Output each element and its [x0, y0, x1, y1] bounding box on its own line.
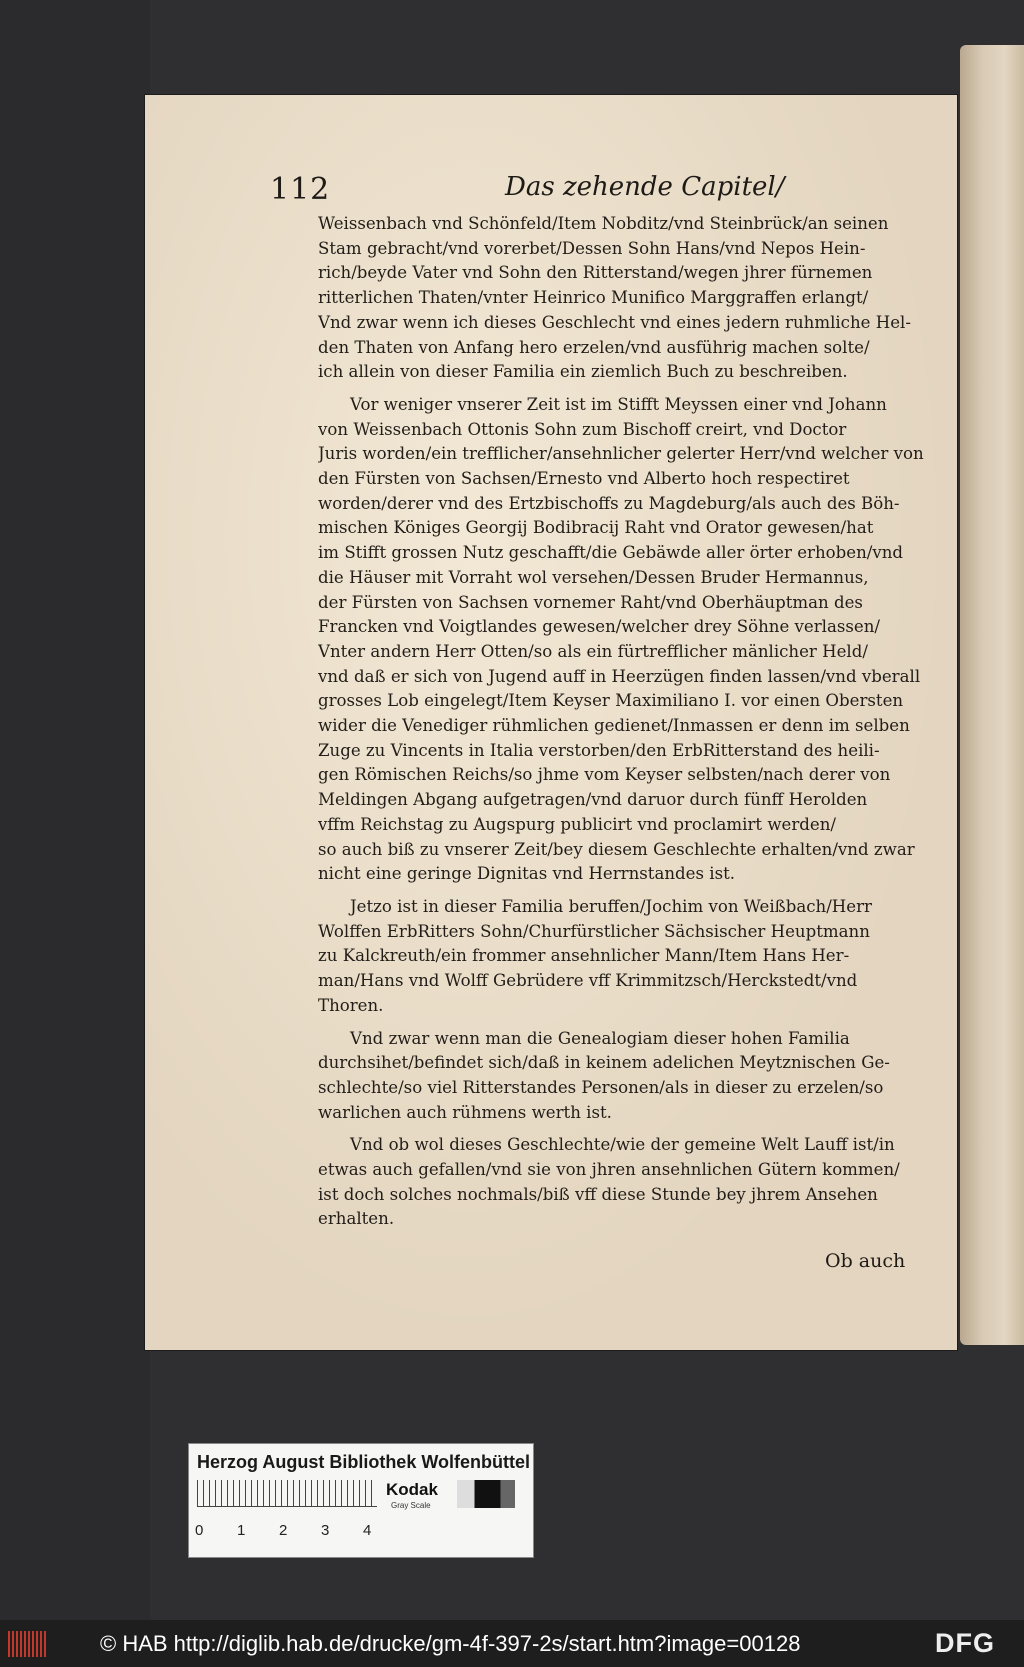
text-line: ist doch solches nochmals/biß vff diese Stunde bey jhrem Ansehen: [318, 1184, 878, 1204]
text-line: im Stifft grossen Nutz geschafft/die Gebäwde aller örter erhoben/vnd: [318, 543, 904, 563]
barcode-icon: [8, 1631, 48, 1657]
kodak-subtitle: Gray Scale: [391, 1501, 431, 1510]
running-head: Das zehende Capitel/: [505, 172, 785, 202]
text-line: Meldingen Abgang aufgetragen/vnd daruor durch fünff Herolden: [318, 790, 868, 810]
text-line: Wolffen ErbRitters Sohn/Churfürstlicher Sächsischer Heuptmann: [318, 921, 870, 941]
text-line: so auch biß zu vnserer Zeit/bey diesem Geschlechte erhalten/vnd zwar: [318, 839, 915, 859]
text-line: Juris worden/ein trefflicher/ansehnlicher gelerter Herr/vnd welcher von: [318, 444, 924, 464]
text-line: Weissenbach vnd Schönfeld/Item Nobditz/vnd Steinbrück/an seinen: [318, 214, 889, 233]
ruler-number: 2: [279, 1522, 288, 1539]
text-line: erhalten.: [318, 1209, 395, 1229]
gray-scale-patch: [457, 1480, 515, 1508]
text-line: etwas auch gefallen/vnd sie von jhren ansehnlichen Gütern kommen/: [318, 1160, 900, 1180]
text-line: die Häuser mit Vorraht wol versehen/Dessen Bruder Hermannus,: [318, 567, 869, 587]
text-line: Jetzo ist in dieser Familia beruffen/Jochim von Weißbach/Herr: [350, 896, 872, 916]
text-line: schlechte/so viel Ritterstandes Personen/als in dieser zu erzelen/so: [318, 1077, 884, 1097]
library-label-title: Herzog August Bibliothek Wolfenbüttel: [197, 1452, 530, 1472]
text-line: den Fürsten von Sachsen/Ernesto vnd Alberto hoch respectiret: [318, 469, 850, 489]
paragraph-gap: [318, 1125, 928, 1133]
ruler-number: 4: [363, 1522, 372, 1539]
footer-bar: [0, 1620, 1024, 1667]
text-line: nicht eine geringe Dignitas vnd Herrnstandes ist.: [318, 864, 736, 884]
scale-ruler: [197, 1480, 377, 1507]
dfg-logo: DFG: [935, 1628, 995, 1658]
paragraph: [318, 212, 928, 385]
kodak-logo: Kodak: [386, 1480, 438, 1499]
paragraph: [318, 1027, 928, 1126]
text-line: zu Kalckreuth/ein frommer ansehnlicher Mann/Item Hans Her-: [318, 946, 850, 966]
text-line: ritterlichen Thaten/vnter Heinrico Munifico Marggraffen erlangt/: [318, 288, 869, 308]
text-line: vnd daß er sich von Jugend auff in Heerzügen finden lassen/vnd vberall: [318, 666, 921, 686]
text-line: Vnd zwar wenn ich dieses Geschlecht vnd eines jedern ruhmliche Hel-: [318, 312, 911, 332]
text-line: Thoren.: [318, 995, 384, 1015]
catchword: Ob auch: [825, 1250, 906, 1272]
text-line: gen Römischen Reichs/so jhme vom Keyser selbsten/nach derer von: [318, 765, 891, 785]
text-line: der Fürsten von Sachsen vornemer Raht/vnd Oberhäuptman des: [318, 592, 863, 612]
ruler-number: 1: [237, 1522, 246, 1539]
footer-url-text[interactable]: © HAB http://diglib.hab.de/drucke/gm-4f-397-2s/start.htm?image=00128: [100, 1631, 801, 1656]
text-line: Stam gebracht/vnd vorerbet/Dessen Sohn Hans/vnd Nepos Hein-: [318, 238, 866, 258]
page-number: 112: [270, 172, 331, 207]
paragraph: [318, 1133, 928, 1232]
text-line: Vnter andern Herr Otten/so als ein fürtrefflicher mänlicher Held/: [318, 641, 868, 661]
ruler-number: 0: [195, 1522, 204, 1539]
text-line: durchsihet/befindet sich/daß in keinem adelichen Meytznischen Ge-: [318, 1053, 890, 1073]
text-line: vffm Reichstag zu Augspurg publicirt vnd proclamirt werden/: [318, 814, 837, 834]
paragraph: [318, 393, 928, 887]
scan-backdrop: [0, 0, 150, 1620]
text-line: Zuge zu Vincents in Italia verstorben/den ErbRitterstand des heili-: [318, 740, 880, 760]
paragraph-gap: [318, 1019, 928, 1027]
text-line: Vor weniger vnserer Zeit ist im Stifft Meyssen einer vnd Johann: [350, 394, 887, 414]
body-text: [318, 212, 928, 1232]
paragraph-gap: [318, 385, 928, 393]
text-line: Vnd ob wol dieses Geschlechte/wie der gemeine Welt Lauff ist/in: [350, 1135, 895, 1155]
text-line: worden/derer vnd des Ertzbischoffs zu Magdeburg/als auch des Böh-: [318, 493, 900, 513]
text-line: man/Hans vnd Wolff Gebrüdere vff Krimmitzsch/Herckstedt/vnd: [318, 971, 858, 991]
paragraph: [318, 895, 928, 1019]
text-line: den Thaten von Anfang hero erzelen/vnd ausführig machen solte/: [318, 337, 870, 357]
paragraph-gap: [318, 887, 928, 895]
text-line: wider die Venediger rühmlichen gedienet/Inmassen er denn im selben: [318, 716, 910, 736]
text-line: von Weissenbach Ottonis Sohn zum Bischoff creirt, vnd Doctor: [318, 419, 847, 439]
text-line: grosses Lob eingelegt/Item Keyser Maximiliano I. vor einen Obersten: [318, 691, 904, 711]
next-page-edge: [960, 45, 1024, 1345]
text-line: ich allein von dieser Familia ein ziemlich Buch zu beschreiben.: [318, 362, 848, 382]
text-line: rich/beyde Vater vnd Sohn den Ritterstand/wegen jhrer fürnemen: [318, 263, 873, 283]
text-line: warlichen auch rühmens werth ist.: [318, 1102, 612, 1122]
text-line: Francken vnd Voigtlandes gewesen/welcher drey Söhne verlassen/: [318, 617, 881, 637]
library-label-card: [188, 1443, 534, 1558]
text-line: Vnd zwar wenn man die Genealogiam dieser hohen Familia: [350, 1028, 850, 1048]
text-line: mischen Königes Georgij Bodibracij Raht vnd Orator gewesen/hat: [318, 518, 874, 538]
ruler-number: 3: [321, 1522, 330, 1539]
